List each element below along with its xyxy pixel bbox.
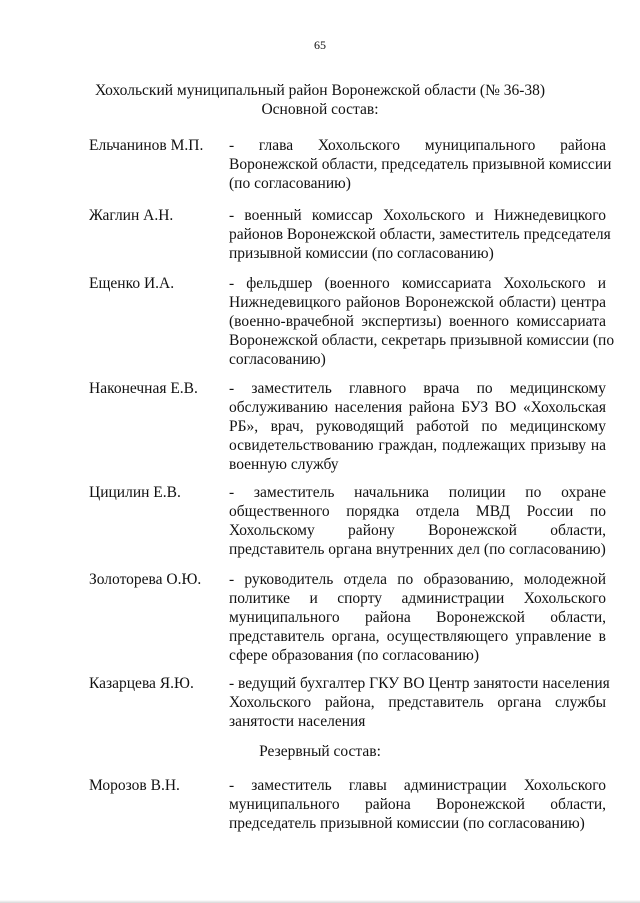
member-role: [229, 570, 606, 665]
role-line: (военно-врачебной экспертизы) военного комиссариата: [229, 313, 606, 330]
role-line: - глава Хохольского муниципального района: [229, 137, 606, 154]
role-line: - заместитель начальника полиции по охране: [229, 484, 606, 501]
role-line: общественного порядка отдела МВД России по: [229, 503, 606, 520]
member-role: [229, 136, 612, 193]
role-line: - руководитель отдела по образованию, молодежной: [229, 571, 606, 588]
member-name: Ещенко И.А.: [89, 275, 175, 292]
role-line: РБ», врач, руководящий работой по медицинскому: [229, 418, 606, 435]
role-line: (по согласованию): [229, 175, 351, 192]
reserve-section-title: Резервный состав:: [259, 743, 381, 760]
member-role: [229, 206, 611, 263]
member-role: [229, 274, 615, 369]
role-line: обслуживанию населения района БУЗ ВО «Хохольская: [229, 399, 606, 416]
role-line: - ведущий бухгалтер ГКУ ВО Центр занятости населения: [229, 675, 610, 692]
role-line: представитель органа, осуществляющего управление в: [229, 628, 606, 645]
member-name: Наконечная Е.В.: [89, 380, 198, 397]
member-name: Казарцева Я.Ю.: [89, 675, 194, 692]
heading-main-composition: Основной состав:: [261, 101, 379, 118]
role-line: Воронежской области, секретарь призывной комиссии (по: [229, 332, 615, 349]
member-name: Морозов В.Н.: [89, 777, 180, 794]
role-line: согласованию): [229, 351, 326, 368]
role-line: призывной комиссии (по согласованию): [229, 245, 494, 262]
role-line: военную службу: [229, 456, 339, 473]
role-line: политике и спорту администрации Хохольского: [229, 590, 606, 607]
role-line: районов Воронежской области, заместитель председателя: [229, 226, 611, 243]
role-line: муниципального района Воронежской области,: [229, 796, 606, 813]
role-line: Нижнедевицкого районов Воронежской области) центра: [229, 294, 606, 311]
heading-district: Хохольский муниципальный район Воронежской области (№ 36-38): [94, 82, 546, 99]
role-line: - заместитель главы администрации Хохольского: [229, 777, 606, 794]
member-role: [229, 379, 606, 474]
role-line: - военный комиссар Хохольского и Нижнедевицкого: [229, 207, 606, 224]
member-name: Ельчанинов М.П.: [89, 137, 204, 154]
document-heading: [0, 81, 640, 119]
role-line: Хохольского района, представитель органа службы: [229, 694, 606, 711]
role-line: муниципального района Воронежской области,: [229, 609, 606, 626]
role-line: представитель органа внутренних дел (по согласованию): [229, 541, 606, 558]
member-role: [229, 674, 610, 731]
role-line: председатель призывной комиссии (по согласованию): [229, 815, 585, 832]
role-line: сфере образования (по согласованию): [229, 647, 479, 664]
member-name: Золоторева О.Ю.: [89, 571, 202, 588]
role-line: занятости населения: [229, 713, 366, 730]
member-name: Жаглин А.Н.: [89, 207, 174, 224]
member-name: Цицилин Е.В.: [89, 484, 181, 501]
page-number: 65: [314, 38, 326, 52]
member-role: [229, 483, 606, 559]
role-line: - заместитель главного врача по медицинскому: [229, 380, 606, 397]
role-line: - фельдшер (военного комиссариата Хохольского и: [229, 275, 606, 292]
role-line: Воронежской области, председатель призывной комиссии: [229, 156, 612, 173]
role-line: Хохольскому району Воронежской области,: [229, 522, 606, 539]
member-role: [229, 776, 606, 833]
role-line: освидетельствованию граждан, подлежащих призыву на: [229, 437, 606, 454]
